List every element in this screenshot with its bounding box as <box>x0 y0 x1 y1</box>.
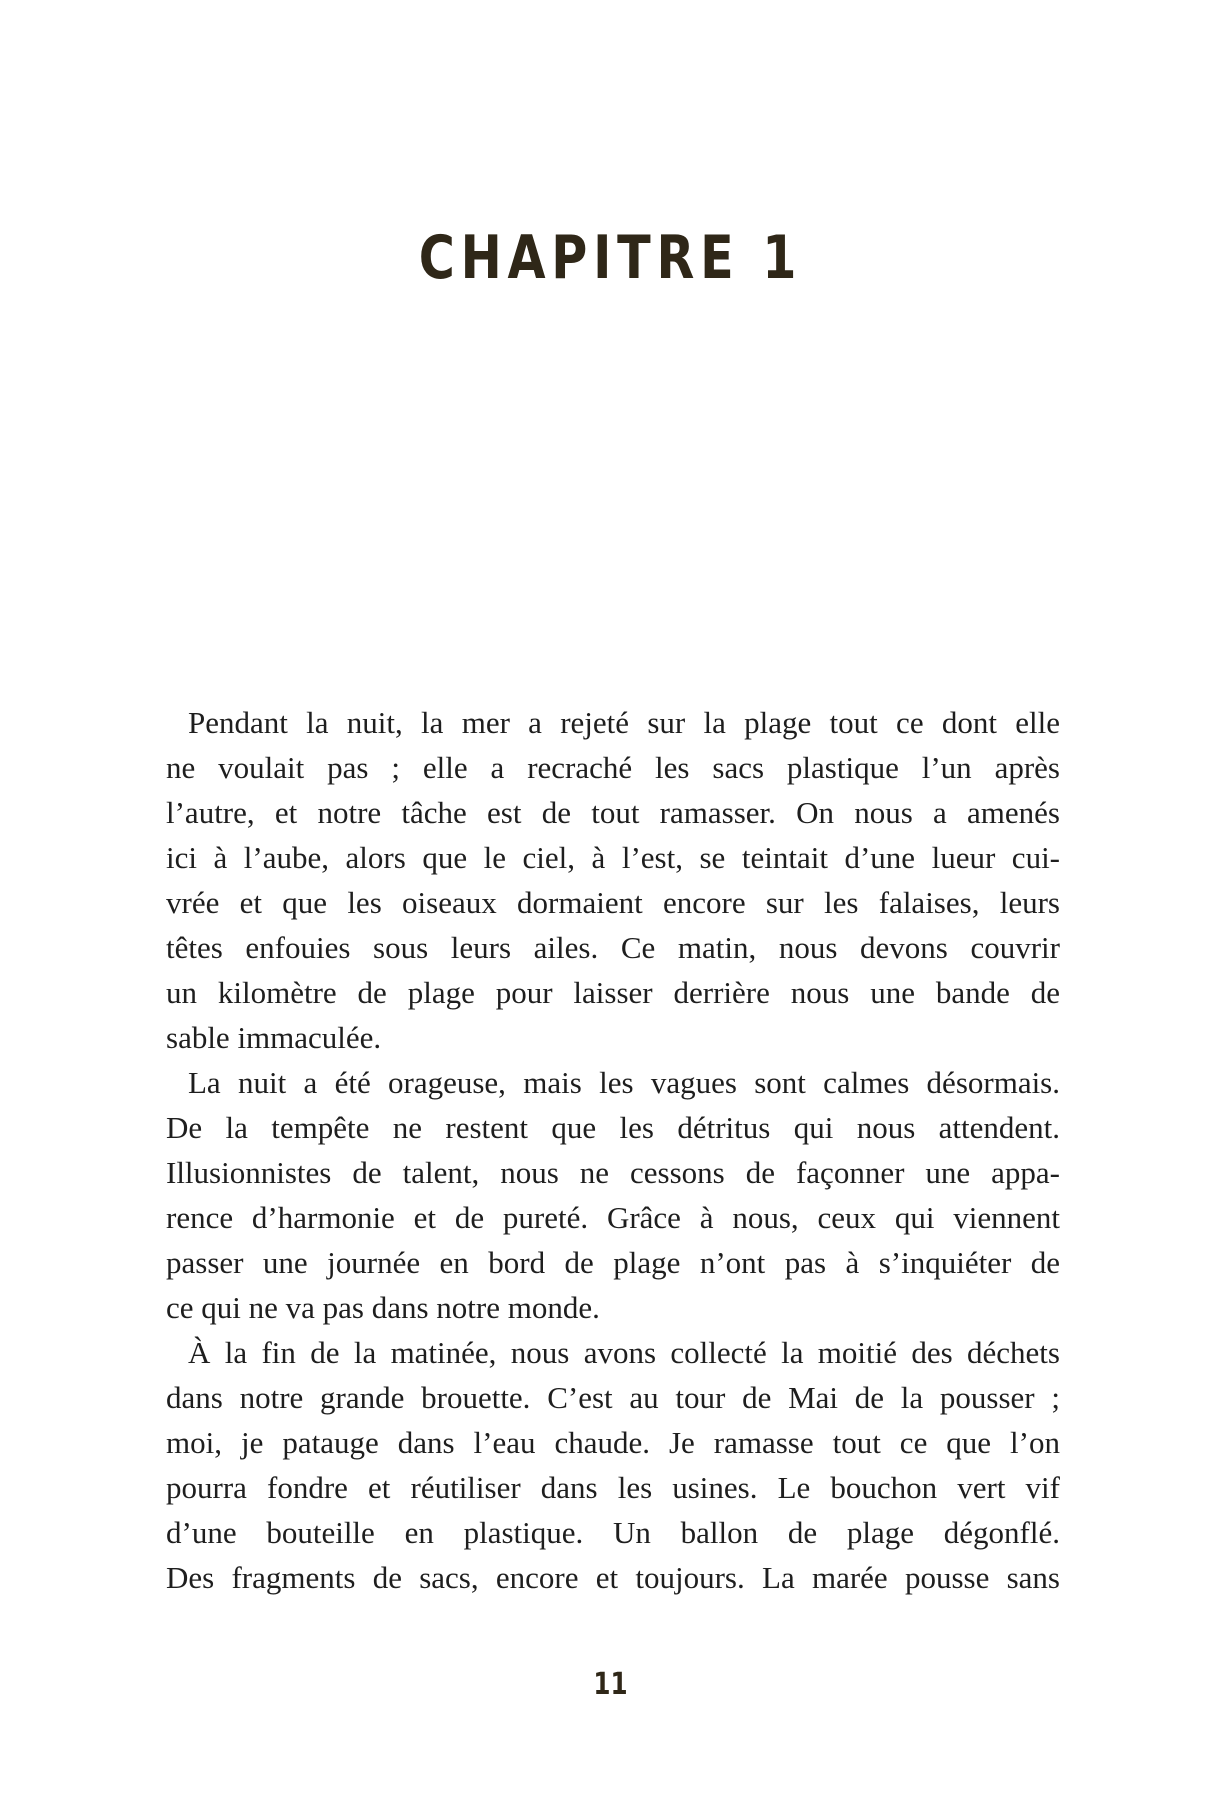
text-line: têtes enfouies sous leurs ailes. Ce matin, nous devons couvrir <box>166 930 1060 965</box>
text-line: vrée et que les oiseaux dormaient encore sur les falaises, leurs <box>166 885 1060 920</box>
text-line: pourra fondre et réutiliser dans les usines. Le bouchon vert vif <box>166 1470 1060 1505</box>
page-number: 11 <box>593 1667 628 1702</box>
paragraph <box>166 1330 1060 1600</box>
text-line: d’une bouteille en plastique. Un ballon de plage dégonflé. <box>166 1515 1060 1550</box>
text-line: La nuit a été orageuse, mais les vagues sont calmes désormais. <box>188 1065 1060 1100</box>
text-line: Des fragments de sacs, encore et toujours. La marée pousse sans <box>166 1560 1060 1595</box>
body-text <box>166 700 1060 1600</box>
text-line: moi, je patauge dans l’eau chaude. Je ramasse tout ce que l’on <box>166 1425 1060 1460</box>
text-line: À la fin de la matinée, nous avons collecté la moitié des déchets <box>188 1335 1060 1370</box>
text-line: ici à l’aube, alors que le ciel, à l’est, se teintait d’une lueur cui- <box>166 840 1060 875</box>
paragraph <box>166 1060 1060 1330</box>
text-line: Pendant la nuit, la mer a rejeté sur la plage tout ce dont elle <box>188 705 1060 740</box>
text-line: De la tempête ne restent que les détritus qui nous attendent. <box>166 1110 1060 1145</box>
chapter-title: CHAPITRE 1 <box>418 223 803 293</box>
text-line: sable immaculée. <box>166 1020 382 1055</box>
text-line: ne voulait pas ; elle a recraché les sacs plastique l’un après <box>166 750 1060 785</box>
text-line: ce qui ne va pas dans notre monde. <box>166 1290 600 1325</box>
text-line: passer une journée en bord de plage n’ont pas à s’inquiéter de <box>166 1245 1060 1280</box>
text-line: un kilomètre de plage pour laisser derrière nous une bande de <box>166 975 1060 1010</box>
text-line: l’autre, et notre tâche est de tout ramasser. On nous a amenés <box>166 795 1060 830</box>
text-line: Illusionnistes de talent, nous ne cessons de façonner une appa- <box>166 1155 1060 1190</box>
text-line: dans notre grande brouette. C’est au tour de Mai de la pousser ; <box>166 1380 1060 1415</box>
paragraph <box>166 700 1060 1060</box>
text-line: rence d’harmonie et de pureté. Grâce à nous, ceux qui viennent <box>166 1200 1060 1235</box>
